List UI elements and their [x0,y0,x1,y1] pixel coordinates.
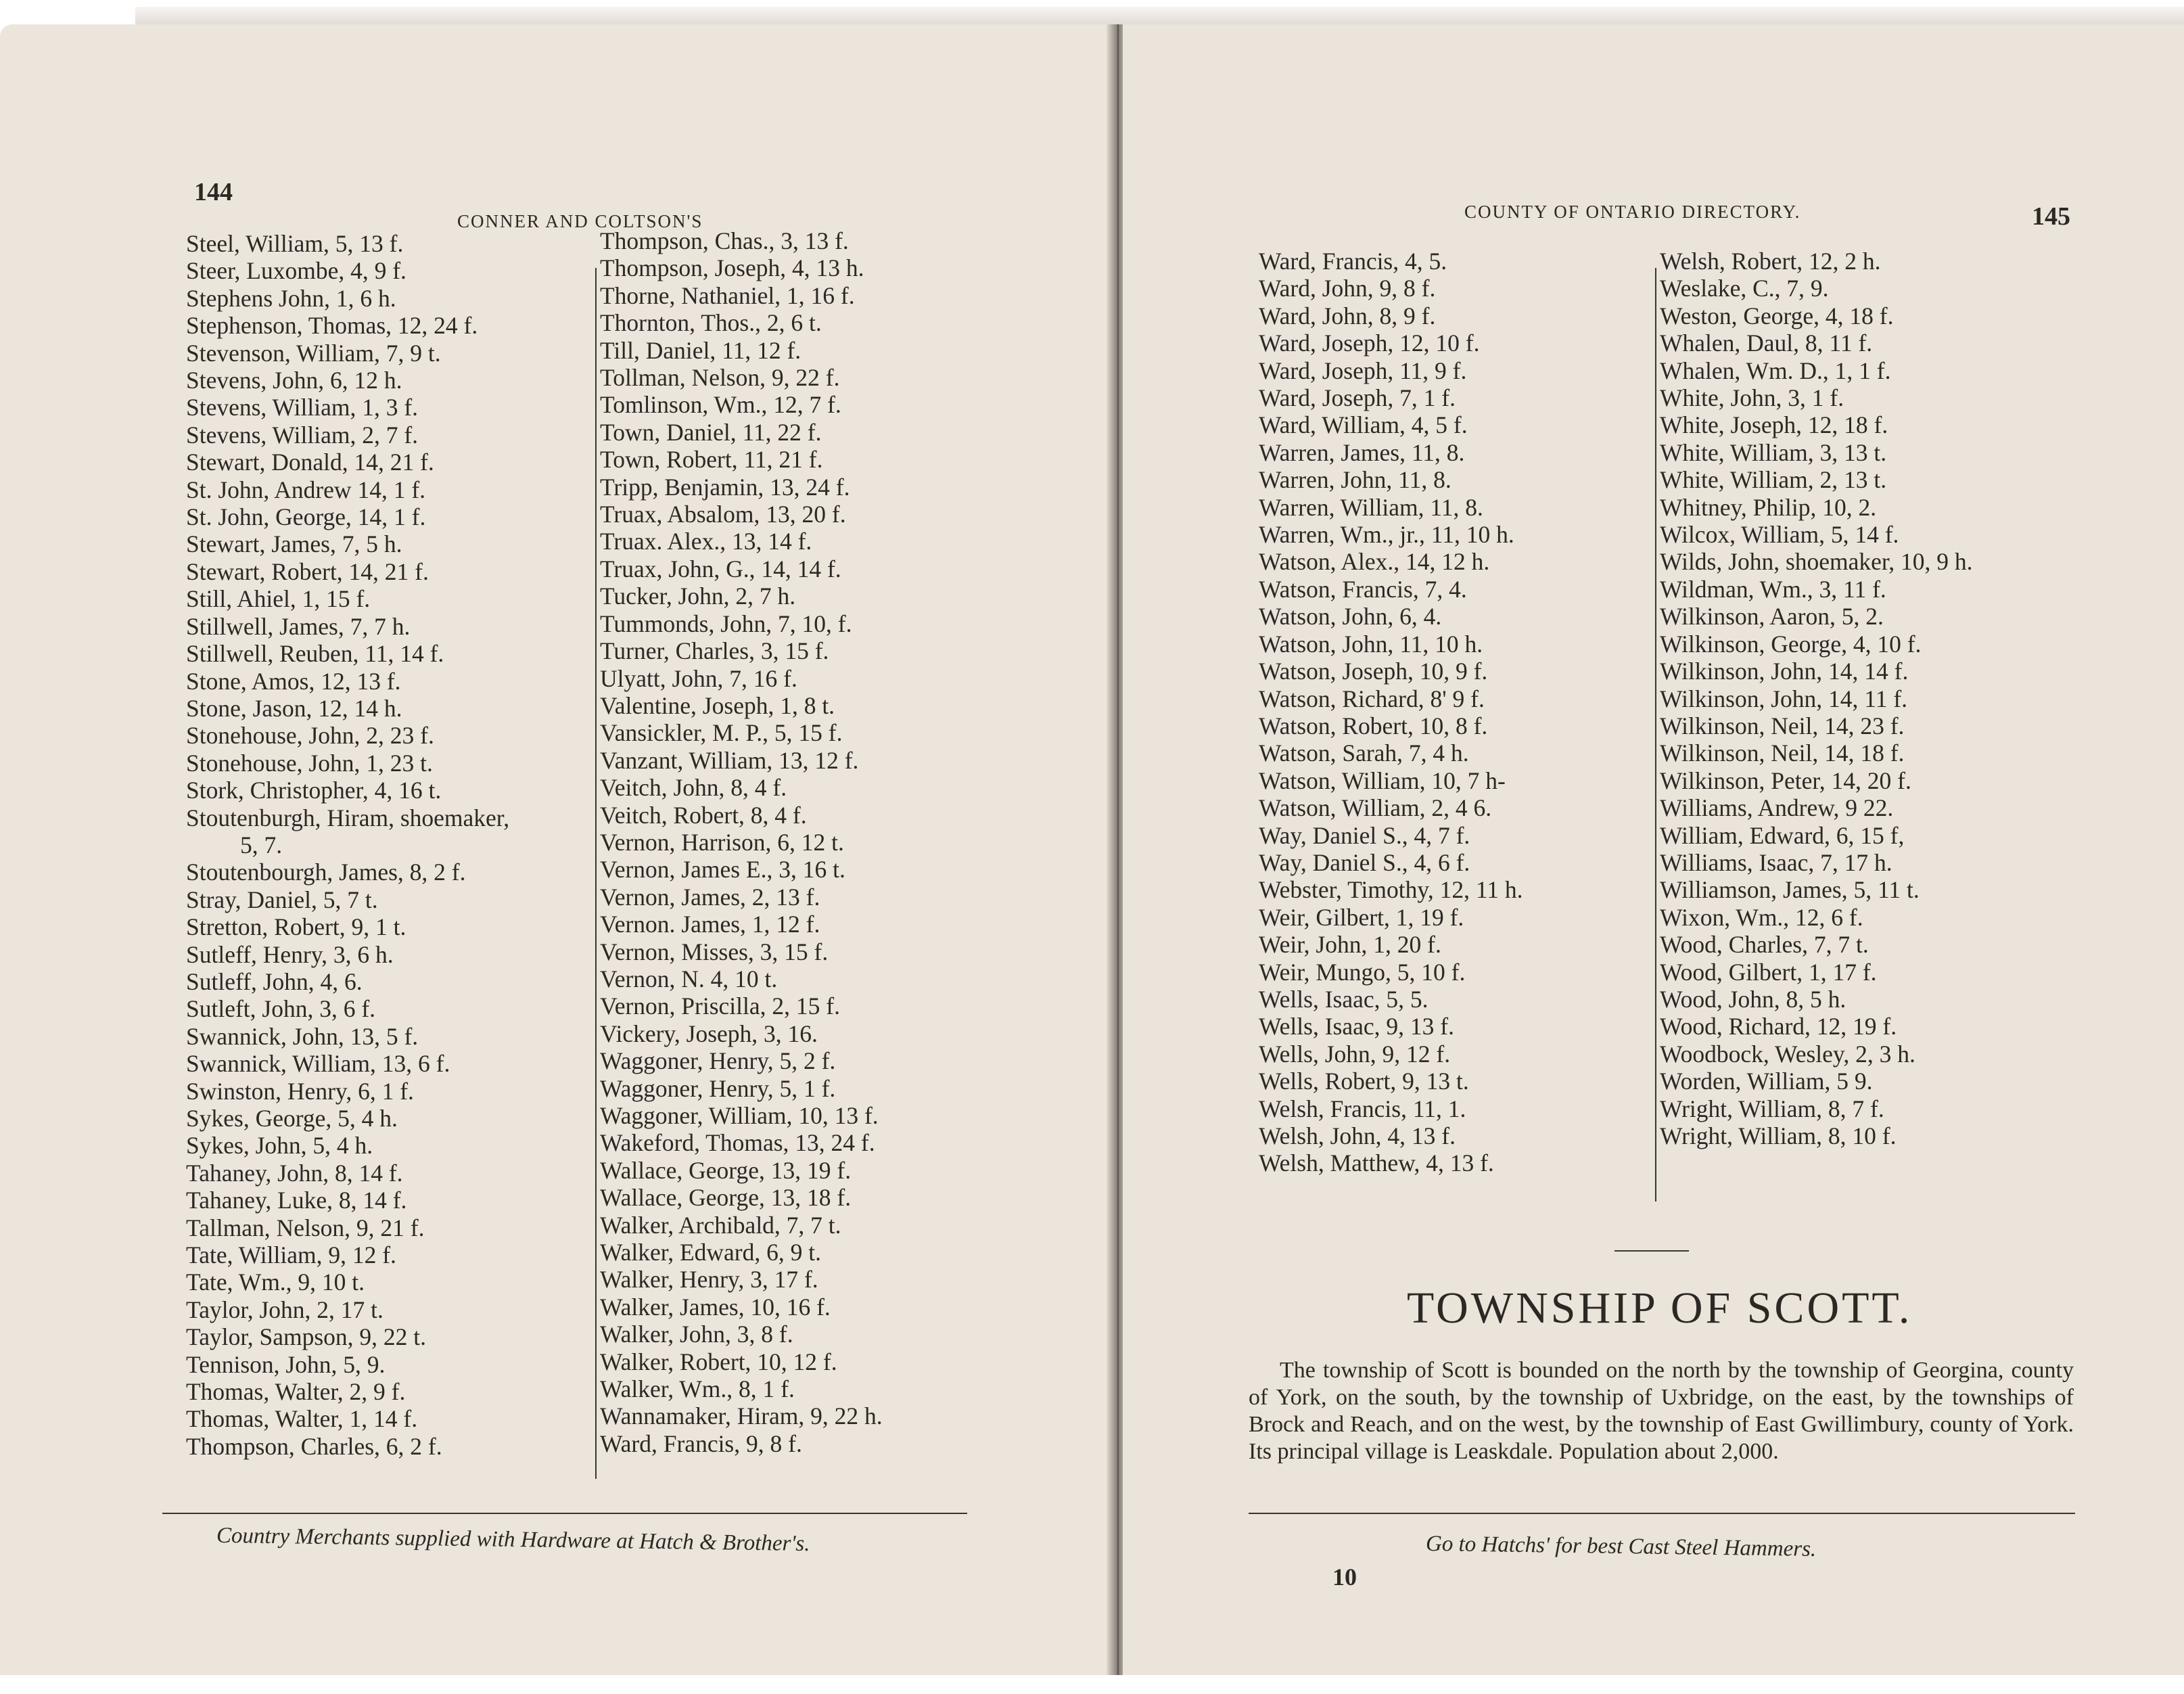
left-page-number: 144 [194,178,233,206]
directory-entry: Whitney, Philip, 10, 2. [1660,493,1877,521]
directory-entry: Watson, Sarah, 7, 4 h. [1259,739,1469,767]
directory-entry: Sutleft, John, 3, 6 f. [186,995,376,1023]
directory-entry: Tallman, Nelson, 9, 21 f. [186,1214,425,1241]
left-page [0,24,1115,1675]
directory-entry: Worden, William, 5 9. [1660,1068,1873,1095]
directory-entry: Stillwell, Reuben, 11, 14 f. [186,640,444,668]
directory-entry: Warren, Wm., jr., 11, 10 h. [1259,521,1514,549]
right-running-header: COUNTY OF ONTARIO DIRECTORY. [1464,202,1801,222]
directory-entry: Steel, William, 5, 13 f. [186,230,404,257]
left-footer-advert: Country Merchants supplied with Hardware at Hatch & Brother's. [216,1523,810,1557]
directory-entry: Weir, John, 1, 20 f. [1259,931,1441,959]
directory-entry: Wells, John, 9, 12 f. [1259,1040,1451,1068]
directory-entry: Waggoner, Henry, 5, 2 f. [600,1047,836,1075]
directory-entry: Wilkinson, Aaron, 5, 2. [1660,603,1884,631]
directory-entry: Webster, Timothy, 12, 11 h. [1259,876,1523,904]
directory-entry: Weston, George, 4, 18 f. [1660,302,1894,329]
directory-entry: Wilkinson, George, 4, 10 f. [1660,630,1922,658]
directory-entry: Watson, Joseph, 10, 9 f. [1259,658,1488,685]
directory-entry: Tripp, Benjamin, 13, 24 f. [600,473,850,501]
directory-entry: Ulyatt, John, 7, 16 f. [600,664,797,692]
directory-entry: Stretton, Robert, 9, 1 t. [186,913,406,941]
directory-entry: Tomlinson, Wm., 12, 7 f. [600,391,841,419]
directory-entry: Waggoner, Henry, 5, 1 f. [600,1074,836,1102]
directory-entry: Whalen, Wm. D., 1, 1 f. [1660,357,1891,384]
directory-entry: Stoutenbourgh, James, 8, 2 f. [186,859,466,886]
directory-entry: Tummonds, John, 7, 10, f. [600,610,852,637]
section-short-rule [1614,1250,1689,1252]
directory-entry: Thomas, Walter, 2, 9 f. [186,1378,406,1406]
directory-entry: Steer, Luxombe, 4, 9 f. [186,257,406,285]
directory-entry: Swannick, William, 13, 6 f. [186,1050,450,1078]
directory-entry: Way, Daniel S., 4, 7 f. [1259,821,1470,849]
directory-entry: Stevens, William, 1, 3 f. [186,394,419,421]
directory-entry: Vernon, N. 4, 10 t. [600,965,778,992]
signature-mark: 10 [1332,1563,1357,1590]
directory-entry: Whalen, Daul, 8, 11 f. [1660,329,1873,357]
left-column-2 [600,227,883,1457]
directory-entry: Valentine, Joseph, 1, 8 t. [600,691,835,719]
directory-entry: Stewart, James, 7, 5 h. [186,530,402,558]
directory-entry: Stephenson, Thomas, 12, 24 f. [186,312,478,340]
directory-entry: Welsh, Matthew, 4, 13 f. [1259,1149,1494,1177]
right-footer-rule [1249,1513,2075,1514]
directory-entry: Tucker, John, 2, 7 h. [600,582,796,610]
directory-entry: Way, Daniel S., 4, 6 f. [1259,848,1470,876]
directory-entry: Ward, Joseph, 11, 9 f. [1259,357,1467,384]
directory-entry: Walker, Henry, 3, 17 f. [600,1266,818,1294]
directory-entry: Warren, James, 11, 8. [1259,438,1465,466]
right-column-divider [1655,268,1656,1201]
section-paragraph: The township of Scott is bounded on the north by the township of Georgina, county of York, on the south, by the township of Uxbridge, on the east, by the townships of Brock and Reach, and on the west, by the township of East Gwillimbury, county of York. Its principal village is Leaskdale. Population about 2,000. [1249,1358,2074,1464]
directory-entry: Weir, Mungo, 5, 10 f. [1259,958,1466,986]
directory-entry: Williams, Andrew, 9 22. [1660,794,1894,822]
directory-entry: Veitch, Robert, 8, 4 f. [600,801,807,829]
directory-entry: 5, 7. [240,831,283,859]
directory-entry: Stillwell, James, 7, 7 h. [186,612,411,640]
directory-entry: Walker, Wm., 8, 1 f. [600,1375,795,1403]
directory-entry: Wells, Isaac, 5, 5. [1259,985,1428,1013]
directory-entry: Wilcox, William, 5, 14 f. [1660,521,1899,549]
directory-entry: Thompson, Charles, 6, 2 f. [186,1432,442,1460]
directory-entry: Still, Ahiel, 1, 15 f. [186,585,371,613]
directory-entry: Wakeford, Thomas, 13, 24 f. [600,1129,875,1157]
directory-entry: Vernon, Harrison, 6, 12 t. [600,828,844,856]
directory-entry: St. John, George, 14, 1 f. [186,503,426,531]
directory-entry: Town, Robert, 11, 21 f. [600,446,823,474]
directory-entry: Walker, James, 10, 16 f. [600,1293,831,1321]
directory-entry: Watson, William, 2, 4 6. [1259,794,1492,822]
directory-entry: Truax, Absalom, 13, 20 f. [600,501,846,528]
directory-entry: Wilkinson, John, 14, 11 f. [1660,685,1908,712]
directory-entry: Sykes, John, 5, 4 h. [186,1132,373,1160]
section-title: TOWNSHIP OF SCOTT. [1407,1283,1913,1333]
directory-entry: Wood, John, 8, 5 h. [1660,985,1846,1013]
directory-entry: Truax. Alex., 13, 14 f. [600,528,812,555]
directory-entry: Wilkinson, John, 14, 14 f. [1660,658,1909,685]
directory-entry: Taylor, John, 2, 17 t. [186,1296,384,1323]
directory-entry: Weslake, C., 7, 9. [1660,275,1829,302]
directory-entry: Swannick, John, 13, 5 f. [186,1022,419,1050]
directory-entry: Tennison, John, 5, 9. [186,1350,386,1378]
directory-entry: Ward, Joseph, 7, 1 f. [1259,384,1456,412]
directory-entry: White, William, 2, 13 t. [1660,466,1887,494]
directory-entry: Vanzant, William, 13, 12 f. [600,746,859,774]
directory-entry: Till, Daniel, 11, 12 f. [600,336,801,364]
right-page [1123,24,2184,1675]
directory-entry: Vernon, Misses, 3, 15 f. [600,938,829,965]
directory-entry: Wildman, Wm., 3, 11 f. [1660,575,1886,603]
directory-entry: Wright, William, 8, 7 f. [1660,1095,1884,1122]
directory-entry: St. John, Andrew 14, 1 f. [186,476,426,503]
directory-entry: Wallace, George, 13, 18 f. [600,1184,852,1212]
directory-entry: Swinston, Henry, 6, 1 f. [186,1077,414,1105]
directory-entry: Thompson, Chas., 3, 13 f. [600,227,849,254]
directory-entry: Stoutenburgh, Hiram, shoemaker, [186,804,510,831]
directory-entry: Wood, Gilbert, 1, 17 f. [1660,958,1877,986]
directory-entry: Watson, Richard, 8' 9 f. [1259,685,1485,712]
directory-entry: Stray, Daniel, 5, 7 t. [186,886,378,913]
directory-entry: Watson, John, 6, 4. [1259,603,1442,631]
directory-entry: Sykes, George, 5, 4 h. [186,1105,398,1132]
directory-entry: Town, Daniel, 11, 22 f. [600,418,822,446]
directory-entry: Stewart, Robert, 14, 21 f. [186,557,429,585]
directory-entry: Stephens John, 1, 6 h. [186,284,396,312]
directory-entry: Vickery, Joseph, 3, 16. [600,1020,818,1047]
directory-entry: Ward, Francis, 4, 5. [1259,248,1447,275]
directory-entry: Walker, Edward, 6, 9 t. [600,1239,821,1266]
right-column-1 [1259,248,1523,1177]
directory-entry: Stewart, Donald, 14, 21 f. [186,449,434,476]
directory-entry: White, Joseph, 12, 18 f. [1660,411,1888,439]
directory-entry: White, John, 3, 1 f. [1660,384,1844,412]
directory-entry: Wilkinson, Neil, 14, 18 f. [1660,739,1905,767]
directory-entry: Watson, Robert, 10, 8 f. [1259,712,1488,739]
left-column-divider [595,268,597,1479]
left-footer-rule [162,1513,967,1514]
right-page-number: 145 [2032,202,2070,231]
directory-entry: Stone, Amos, 12, 13 f. [186,667,401,695]
directory-entry: Weir, Gilbert, 1, 19 f. [1259,903,1464,931]
directory-entry: Stevens, William, 2, 7 f. [186,421,419,449]
directory-entry: Taylor, Sampson, 9, 22 t. [186,1323,427,1351]
directory-entry: Wixon, Wm., 12, 6 f. [1660,903,1863,931]
left-running-header: CONNER AND COLTSON'S [457,211,703,231]
directory-entry: Stevenson, William, 7, 9 t. [186,339,441,367]
directory-entry: Vernon, Priscilla, 2, 15 f. [600,992,840,1020]
directory-entry: Wright, William, 8, 10 f. [1660,1122,1897,1149]
directory-entry: Wilkinson, Neil, 14, 23 f. [1660,712,1905,739]
right-column-2 [1660,248,1973,1149]
directory-entry: Stevens, John, 6, 12 h. [186,367,402,394]
directory-entry: Stork, Christopher, 4, 16 t. [186,777,442,804]
directory-entry: Ward, William, 4, 5 f. [1259,411,1468,439]
directory-entry: Stonehouse, John, 2, 23 f. [186,722,434,750]
directory-entry: Thomas, Walter, 1, 14 f. [186,1405,418,1433]
directory-entry: Warren, William, 11, 8. [1259,493,1483,521]
directory-entry: Walker, Archibald, 7, 7 t. [600,1211,841,1239]
directory-entry: Wallace, George, 13, 19 f. [600,1156,852,1184]
directory-entry: Walker, John, 3, 8 f. [600,1321,793,1348]
directory-entry: Vernon. James, 1, 12 f. [600,911,820,938]
directory-entry: Williamson, James, 5, 11 t. [1660,876,1920,904]
directory-entry: Veitch, John, 8, 4 f. [600,774,787,802]
directory-entry: Tahaney, John, 8, 14 f. [186,1159,403,1187]
directory-entry: Wilkinson, Peter, 14, 20 f. [1660,766,1911,794]
directory-entry: Tollman, Nelson, 9, 22 f. [600,364,840,392]
directory-entry: Wood, Charles, 7, 7 t. [1660,931,1869,959]
directory-entry: Sutleff, Henry, 3, 6 h. [186,940,394,968]
directory-entry: Wannamaker, Hiram, 9, 22 h. [600,1402,883,1430]
directory-entry: Woodbock, Wesley, 2, 3 h. [1660,1040,1915,1068]
directory-entry: Tahaney, Luke, 8, 14 f. [186,1187,407,1214]
directory-entry: Watson, Alex., 14, 12 h. [1259,548,1490,576]
directory-entry: Thorne, Nathaniel, 1, 16 f. [600,281,855,309]
directory-entry: Ward, John, 8, 9 f. [1259,302,1436,329]
directory-entry: Wells, Isaac, 9, 13 f. [1259,1013,1454,1040]
directory-entry: White, William, 3, 13 t. [1660,438,1887,466]
directory-entry: Wilds, John, shoemaker, 10, 9 h. [1660,548,1973,576]
directory-entry: Williams, Isaac, 7, 17 h. [1660,848,1892,876]
directory-entry: Wood, Richard, 12, 19 f. [1660,1013,1897,1040]
directory-entry: Stonehouse, John, 1, 23 t. [186,749,433,777]
directory-entry: Sutleff, John, 4, 6. [186,967,363,995]
directory-entry: Vernon, James E., 3, 16 t. [600,856,845,884]
directory-entry: Watson, John, 11, 10 h. [1259,630,1483,658]
directory-entry: Vernon, James, 2, 13 f. [600,883,820,911]
directory-entry: Thompson, Joseph, 4, 13 h. [600,254,864,282]
directory-entry: Welsh, Francis, 11, 1. [1259,1095,1466,1122]
directory-entry: Welsh, Robert, 12, 2 h. [1660,248,1881,275]
directory-entry: Welsh, John, 4, 13 f. [1259,1122,1456,1149]
directory-entry: Walker, Robert, 10, 12 f. [600,1348,837,1375]
directory-entry: Ward, Francis, 9, 8 f. [600,1429,802,1457]
directory-entry: Wells, Robert, 9, 13 t. [1259,1068,1469,1095]
directory-entry: William, Edward, 6, 15 f, [1660,821,1905,849]
directory-entry: Ward, John, 9, 8 f. [1259,275,1436,302]
directory-entry: Waggoner, William, 10, 13 f. [600,1102,879,1129]
right-footer-advert: Go to Hatchs' for best Cast Steel Hammers. [1425,1531,1817,1562]
directory-entry: Ward, Joseph, 12, 10 f. [1259,329,1480,357]
directory-entry: Watson, Francis, 7, 4. [1259,575,1467,603]
directory-entry: Stone, Jason, 12, 14 h. [186,694,402,722]
directory-entry: Vansickler, M. P., 5, 15 f. [600,719,843,747]
directory-entry: Truax, John, G., 14, 14 f. [600,555,841,582]
directory-entry: Tate, William, 9, 12 f. [186,1241,396,1269]
directory-entry: Warren, John, 11, 8. [1259,466,1451,494]
directory-entry: Turner, Charles, 3, 15 f. [600,637,829,665]
directory-entry: Tate, Wm., 9, 10 t. [186,1268,365,1296]
left-column-1 [186,230,509,1460]
directory-entry: Watson, William, 10, 7 h- [1259,766,1506,794]
directory-entry: Thornton, Thos., 2, 6 t. [600,309,822,337]
